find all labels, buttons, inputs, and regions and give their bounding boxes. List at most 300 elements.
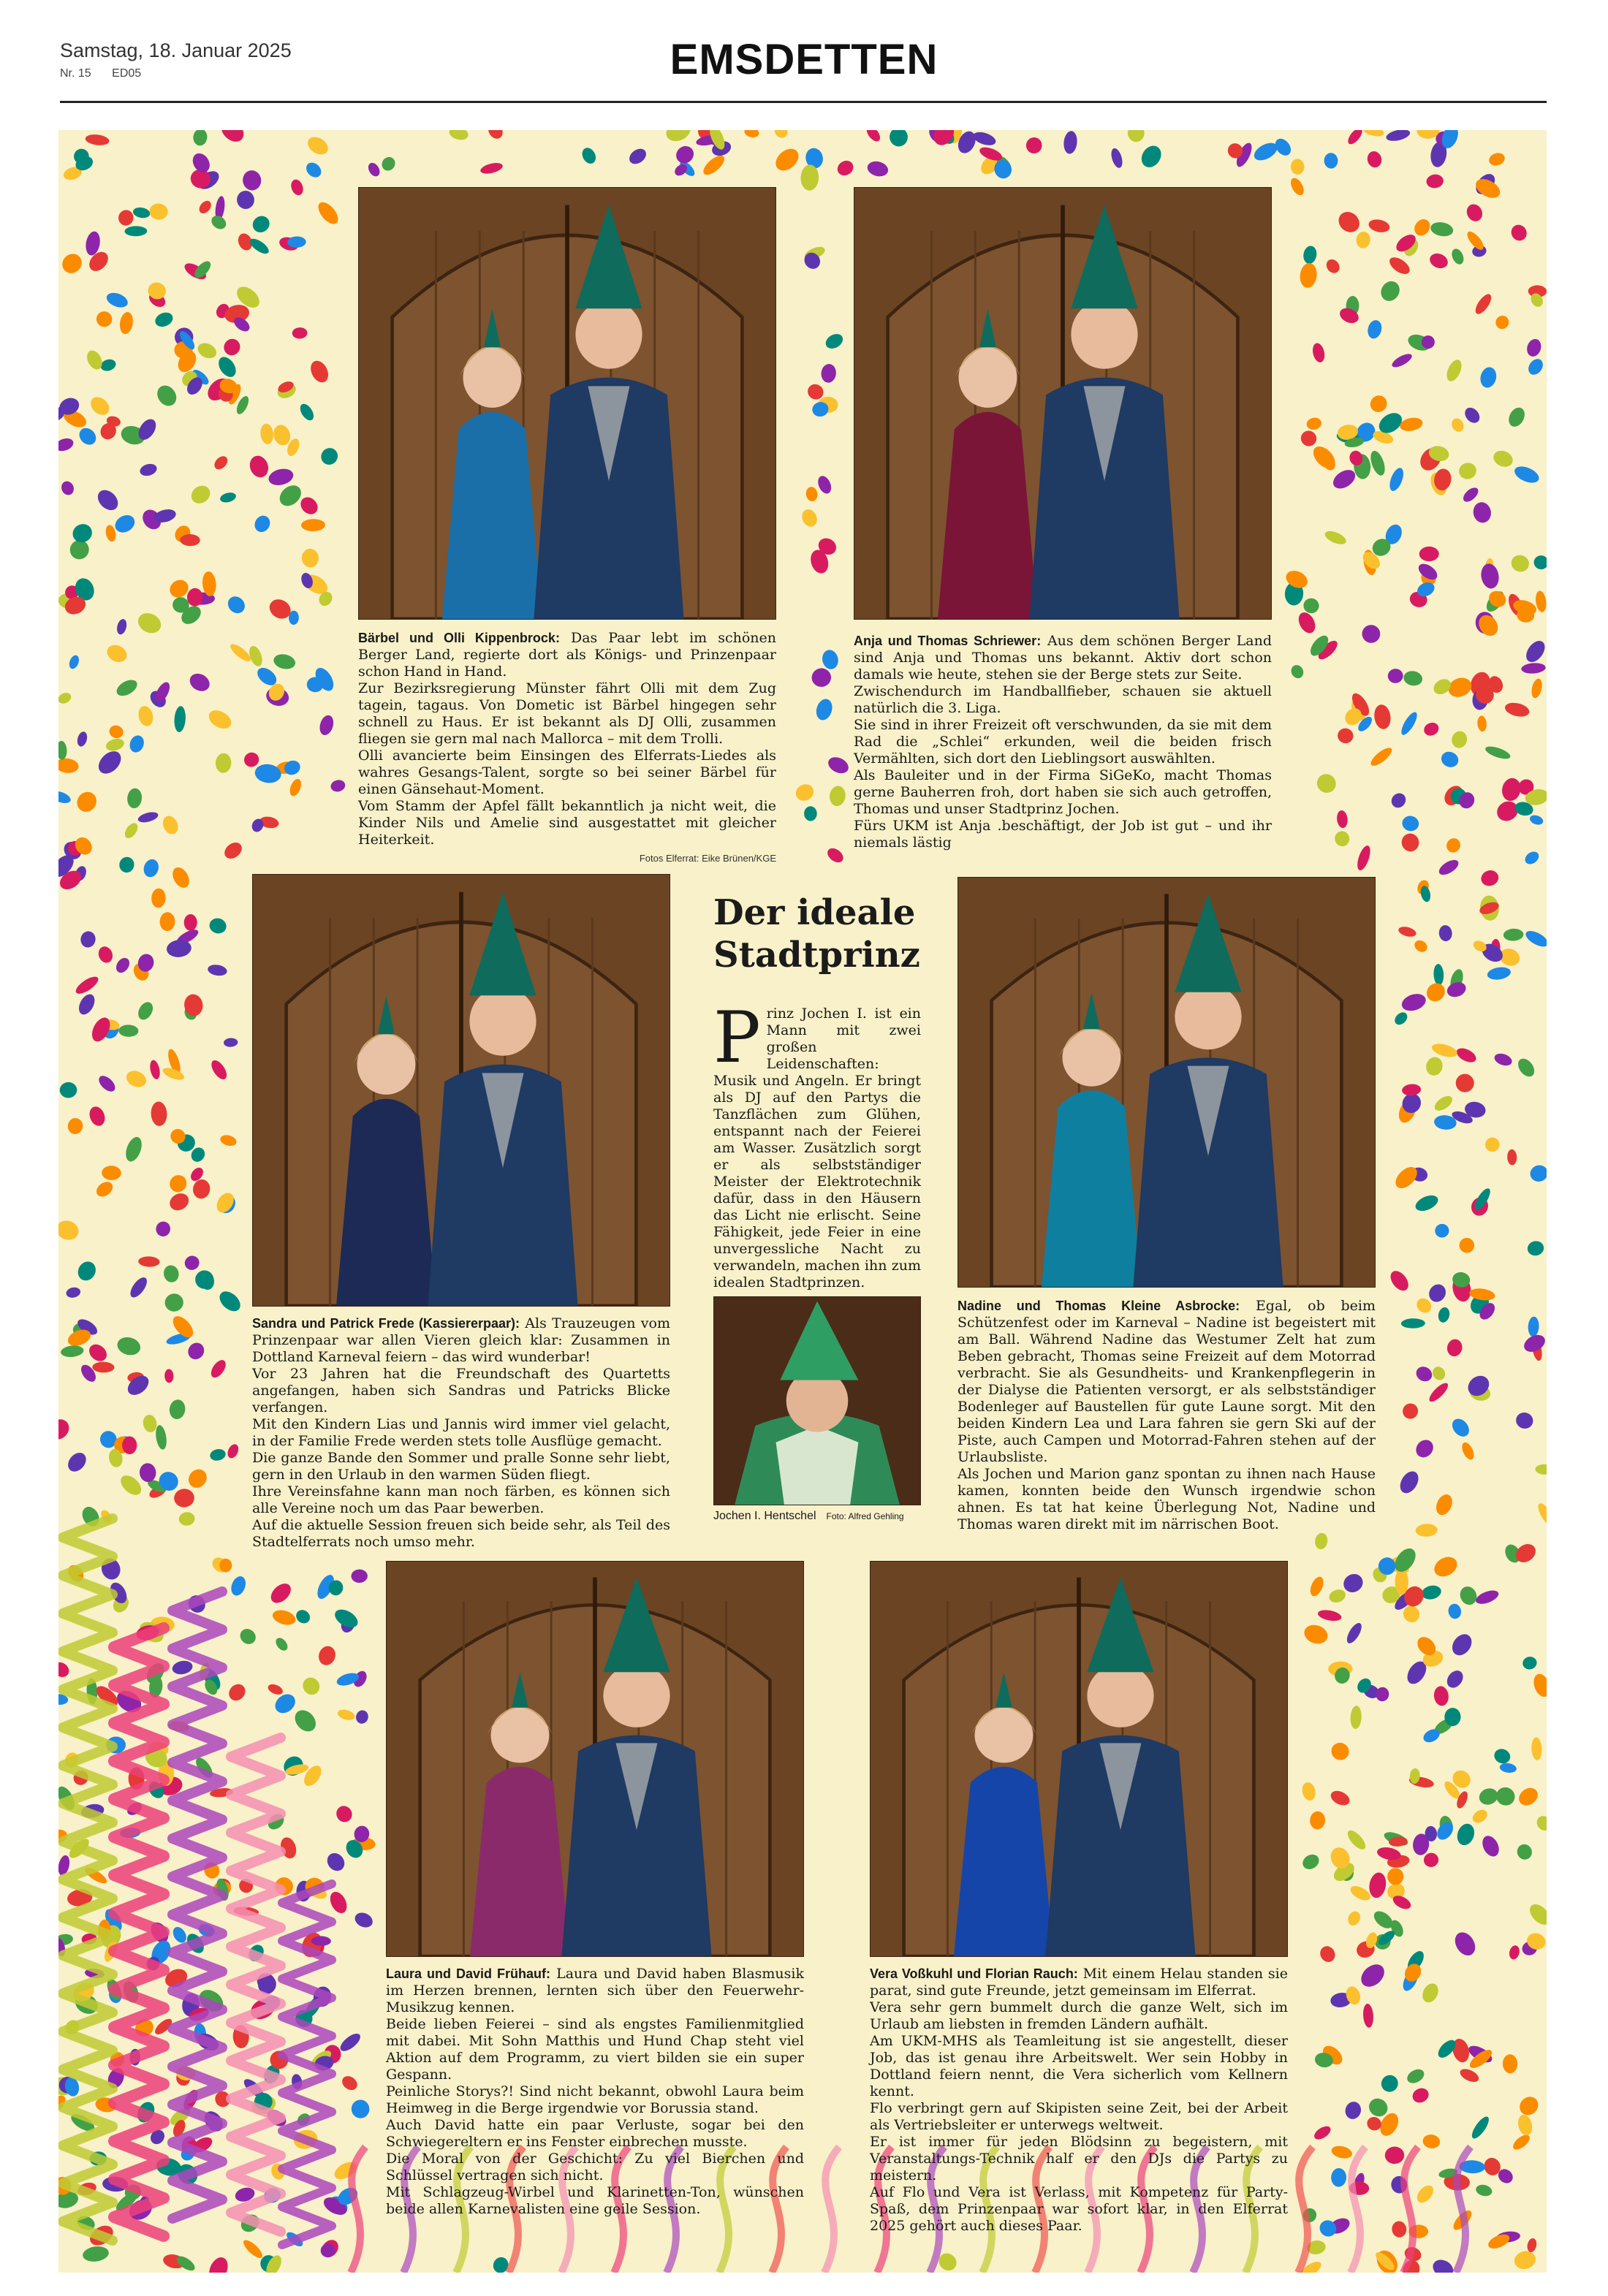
confetti-piece — [259, 423, 274, 445]
confetti-piece — [288, 778, 303, 798]
confetti-piece — [772, 130, 790, 140]
confetti-piece — [317, 714, 335, 737]
confetti-piece — [1025, 136, 1044, 155]
confetti-piece — [94, 486, 121, 514]
confetti-piece — [1392, 1010, 1410, 1027]
confetti-piece — [138, 1256, 160, 1267]
caption-paragraph: Aus dem schönen Berger Land sind Anja und Thomas uns bekannt. Aktiv dort schon damals wie heute, stehen sie der Berge stets zur Seite. — [854, 633, 1273, 683]
confetti-piece — [1431, 1553, 1461, 1581]
confetti-piece — [294, 1607, 313, 1626]
confetti-piece — [1526, 1901, 1547, 1928]
confetti-piece — [826, 754, 852, 777]
confetti-piece — [580, 145, 599, 166]
confetti-piece — [58, 1218, 81, 1243]
caption-paragraph: Auch David hatte ein paar Verluste, sogar bei den Schwiegereltern er ins Fenster einbrechen musste. — [386, 2117, 804, 2150]
caption-paragraph: Auf die aktuelle Session freuen sich beide sehr, als Teil des Stadtelferrats noch umso mehr. — [252, 1517, 670, 1550]
confetti-piece — [1430, 1041, 1459, 1060]
confetti-piece — [1430, 1364, 1448, 1383]
confetti-piece — [236, 190, 255, 210]
confetti-piece — [1344, 1621, 1365, 1646]
confetti-piece — [772, 145, 803, 175]
confetti-piece — [118, 856, 135, 874]
confetti-piece — [1305, 417, 1322, 431]
confetti-piece — [226, 1681, 249, 1704]
confetti-piece — [1313, 770, 1340, 797]
article-text: rinz Jochen I. ist ein Mann mit zwei großen Leidenschaften: Musik und Angeln. Er bringt als DJ auf den Partys die Tanzflächen zum Glühen, entspannt nach der Feierei am Wasser. Zusätzlich sorgt er als selbstständiger Meister der Elektrotechnik dafür, dass in den Häusern das Licht nie erlischt. Seine Fähigkeit, jede Feier in eine unvergessliche Nacht zu verwandeln, machen ihn zum idealen Stadtprinzen. — [713, 1006, 921, 1290]
confetti-piece — [1422, 2133, 1441, 2149]
confetti-piece — [1415, 1524, 1438, 1537]
confetti-piece — [1479, 868, 1501, 888]
confetti-piece — [117, 208, 135, 227]
confetti-piece — [105, 737, 126, 753]
confetti-piece — [1493, 1784, 1517, 1809]
confetti-piece — [1368, 449, 1388, 477]
caption-names: Vera Voßkuhl und Florian Rauch: — [870, 1966, 1078, 1981]
confetti-piece — [148, 1059, 162, 1080]
confetti-piece — [268, 1580, 295, 1607]
confetti-piece — [139, 462, 159, 478]
confetti-piece — [241, 2238, 265, 2261]
confetti-piece — [1446, 1338, 1464, 1358]
confetti-piece — [118, 311, 134, 335]
caption-kippenbrock — [358, 630, 776, 867]
confetti-piece — [151, 1101, 168, 1126]
caption-paragraph: Mit einem Helau standen sie parat, sind gute Freunde, jetzt gemeinsam im Elferrat. — [870, 1966, 1289, 1999]
confetti-piece — [118, 1025, 138, 1037]
streamer-ribbon — [351, 2147, 365, 2273]
caption-paragraph: Zwischendurch im Handballfieber, schauen sie aktuell natürlich die 3. Liga. — [854, 683, 1272, 716]
confetti-piece — [1528, 813, 1544, 826]
confetti-piece — [351, 2099, 369, 2118]
confetti-piece — [241, 750, 261, 769]
confetti-piece — [301, 548, 319, 568]
woman-face — [491, 1708, 550, 1763]
headline-line-2: Stadtprinz — [713, 935, 920, 976]
confetti-piece — [1314, 1532, 1329, 1551]
caption-paragraph: Das Paar lebt im schönen Berger Land, regierte dort als Königs- und Prinzenpaar schon Hand in Hand. — [358, 630, 776, 680]
issue-number: Nr. 15 — [60, 67, 91, 80]
confetti-piece — [1378, 2072, 1401, 2095]
portrait-caption — [713, 1510, 921, 1523]
confetti-piece — [1317, 1944, 1338, 1965]
confetti-piece — [1438, 924, 1453, 941]
confetti-piece — [800, 507, 820, 529]
confetti-piece — [67, 1117, 84, 1135]
confetti-piece — [180, 534, 200, 547]
caption-paragraph: Sie sind in ihrer Freizeit oft verschwunden, da sie mit dem Rad die „Schlei“ erkunden, weil die beiden frisch Vermählten, sich dort den Lieblingsort auswählten. — [854, 717, 1272, 767]
confetti-piece — [1397, 925, 1417, 938]
caption-names: Nadine und Thomas Kleine Asbrocke: — [957, 1299, 1240, 1313]
confetti-piece — [182, 1253, 202, 1272]
confetti-piece — [1309, 442, 1339, 472]
confetti-piece — [137, 810, 159, 824]
confetti-piece — [1514, 1410, 1535, 1430]
confetti-piece — [1110, 147, 1125, 169]
confetti-piece — [1522, 849, 1541, 867]
streamer-coil — [114, 1628, 164, 2236]
confetti-piece — [1412, 938, 1429, 954]
confetti-piece — [1389, 791, 1408, 811]
confetti-piece — [1336, 810, 1349, 829]
woman-face — [975, 1708, 1034, 1763]
confetti-piece — [107, 723, 125, 740]
confetti-piece — [102, 1166, 121, 1181]
confetti-piece — [215, 354, 239, 380]
confetti-piece — [168, 1399, 186, 1421]
confetti-piece — [1491, 448, 1515, 470]
confetti-piece — [162, 1264, 181, 1284]
confetti-piece — [1503, 701, 1531, 719]
confetti-piece — [1427, 251, 1450, 270]
confetti-piece — [291, 1706, 320, 1736]
confetti-piece — [1449, 1630, 1476, 1659]
confetti-piece — [1330, 2144, 1354, 2160]
confetti-piece — [96, 1073, 118, 1094]
confetti-piece — [69, 521, 95, 546]
woman-face — [959, 347, 1017, 408]
confetti-piece — [249, 213, 273, 235]
confetti-piece — [1509, 222, 1530, 244]
confetti-piece — [58, 1415, 73, 1444]
confetti-piece — [154, 1424, 168, 1451]
confetti-piece — [185, 1339, 208, 1362]
confetti-piece — [1528, 1316, 1539, 1337]
confetti-piece — [700, 152, 727, 178]
caption-paragraph: Zur Bezirksregierung Münster fährt Olli mit dem Zug tagein, tagaus. Von Dometic ist Bärbel hingegen sehr schnell zu Haus. Er ist bekannt als DJ Olli, zusammen fliegen sie gern mal nach Mallorca – mit dem Trolli. — [358, 680, 776, 747]
confetti-piece — [1368, 1871, 1388, 1899]
confetti-piece — [338, 2031, 363, 2054]
confetti-piece — [85, 133, 110, 146]
confetti-piece — [237, 1626, 259, 1647]
confetti-piece — [1425, 173, 1444, 189]
confetti-piece — [1413, 1193, 1440, 1214]
portrait-credit: Foto: Alfred Gehling — [826, 1511, 904, 1521]
confetti-piece — [1525, 337, 1543, 358]
caption-paragraph: Peinliche Storys?! Sind nicht bekannt, obwohl Laura beim Heimweg in die Berge irgendwie vor Borussia stand. — [386, 2083, 804, 2116]
caption-names: Laura und David Frühauf: — [386, 1966, 551, 1981]
caption-schriewer — [854, 633, 1272, 851]
confetti-piece — [305, 134, 331, 159]
confetti-piece — [820, 648, 840, 671]
confetti-piece — [448, 130, 470, 142]
confetti-piece — [1522, 1655, 1539, 1670]
confetti-piece — [272, 653, 296, 671]
confetti-piece — [1403, 669, 1424, 687]
confetti-piece — [276, 482, 305, 511]
caption-paragraph: Vor 23 Jahren hat die Freundschaft des Quartetts angefangen, haben sich Sandras und Patricks Blicke verfangen. — [252, 1366, 670, 1415]
confetti-piece — [1300, 1781, 1317, 1802]
confetti-piece — [1444, 1668, 1466, 1691]
confetti-piece — [307, 358, 331, 386]
confetti-piece — [825, 845, 846, 865]
confetti-piece — [820, 363, 837, 384]
confetti-piece — [113, 955, 132, 975]
confetti-piece — [112, 512, 137, 536]
confetti-piece — [1317, 1608, 1343, 1623]
confetti-piece — [73, 973, 101, 997]
couple-photo-kippenbrock — [358, 187, 776, 620]
article-body — [713, 997, 921, 1291]
confetti-piece — [1387, 1868, 1404, 1885]
confetti-piece — [1387, 668, 1404, 684]
confetti-piece — [82, 2245, 110, 2263]
confetti-piece — [1355, 231, 1371, 249]
confetti-piece — [1424, 1055, 1444, 1078]
confetti-piece — [1430, 2257, 1456, 2273]
caption-paragraph: Fürs UKM ist Anja .beschäftigt, der Job ist gut – und ihr niemals lästig — [854, 818, 1272, 851]
confetti-piece — [153, 381, 181, 409]
confetti-piece — [76, 992, 98, 1017]
caption-paragraph: Als Jochen und Marion ganz spontan zu ihnen nach Hause kamen, konnten beide den Wunsch irgendwie schon ahnen. Es tat hat keine Überlegung Not, Nadine und Thomas waren direkt mit im närrischen Boot. — [957, 1466, 1376, 1532]
confetti-piece — [1400, 1400, 1422, 1422]
confetti-piece — [1458, 2067, 1481, 2085]
confetti-piece — [67, 654, 80, 670]
confetti-piece — [1328, 1740, 1352, 1763]
couple-photo-kleine-asbrocke — [957, 877, 1376, 1288]
confetti-piece — [1422, 1852, 1440, 1869]
article-headline — [713, 892, 933, 976]
confetti-piece — [217, 130, 248, 146]
man-face — [575, 300, 642, 368]
confetti-piece — [58, 436, 75, 453]
confetti-piece — [191, 1178, 212, 1200]
caption-paragraph: Mit den Kindern Lias und Jannis wird immer viel gelacht, in der Familie Frede werden stets tolle Ausflüge gemacht. — [252, 1416, 670, 1449]
confetti-piece — [354, 1708, 370, 1725]
confetti-piece — [164, 1292, 185, 1312]
confetti-piece — [626, 145, 649, 167]
confetti-piece — [800, 164, 819, 191]
confetti-piece — [1413, 1437, 1437, 1461]
confetti-piece — [1471, 501, 1493, 524]
prince-portrait-photo — [713, 1296, 921, 1505]
confetti-piece — [1426, 1281, 1449, 1305]
confetti-piece — [1398, 710, 1419, 737]
confetti-piece — [94, 747, 125, 778]
confetti-piece — [1482, 1135, 1503, 1155]
confetti-piece — [379, 154, 398, 173]
confetti-piece — [1455, 1046, 1479, 1065]
confetti-piece — [289, 178, 305, 197]
confetti-piece — [1479, 562, 1501, 590]
confetti-piece — [215, 753, 232, 773]
caption-frede — [252, 1315, 670, 1551]
confetti-piece — [86, 1341, 110, 1364]
confetti-piece — [1509, 552, 1531, 574]
confetti-piece — [76, 731, 89, 748]
confetti-piece — [971, 130, 997, 148]
caption-paragraph: Egal, ob beim Schützenfest oder im Karneval – Nadine ist begeistert mit am Ball. Während Nadine das Westumer Zelt hat zum Beben gebracht, Thomas seine Freizeit auf dem Motorrad verbracht. Sie als Gesundheits- und Krankenpflegerin in der Dialyse die Patienten versorgt, er als selbstständiger Bodenleger auf Baustellen für gute Laune sorgt. Mit den beiden Kindern Lea und Lara fahren sie gern Ski auf der Piste, auch Campen und Motorrad-Fahren stehen auf der Urlaubsliste. — [957, 1298, 1376, 1465]
confetti-piece — [60, 1345, 84, 1358]
confetti-piece — [352, 1910, 375, 1931]
confetti-piece — [224, 593, 248, 617]
confetti-piece — [1531, 1737, 1543, 1760]
confetti-piece — [79, 930, 96, 949]
confetti-piece — [1387, 254, 1413, 278]
confetti-piece — [87, 1104, 107, 1128]
caption-paragraph: Er ist immer für jeden Blödsinn zu begeistern, mit Veranstaltungs-Technik half er den DJs die Partys zu meistern. — [870, 2134, 1288, 2183]
confetti-piece — [1516, 2113, 1533, 2137]
confetti-piece — [1346, 130, 1365, 147]
confetti-piece — [1526, 1239, 1545, 1257]
confetti-piece — [216, 1288, 244, 1315]
confetti-piece — [1329, 1788, 1352, 1808]
confetti-piece — [1511, 2132, 1533, 2153]
confetti-piece — [271, 1608, 297, 1627]
confetti-piece — [153, 310, 175, 330]
confetti-piece — [1311, 342, 1327, 364]
confetti-piece — [142, 1413, 159, 1433]
confetti-piece — [1365, 150, 1383, 170]
confetti-piece — [1516, 2093, 1542, 2118]
confetti-piece — [58, 788, 72, 805]
confetti-piece — [134, 609, 164, 637]
confetti-piece — [167, 1190, 191, 1214]
confetti-piece — [105, 290, 130, 310]
confetti-piece — [1492, 1746, 1512, 1766]
confetti-piece — [1362, 2004, 1374, 2029]
confetti-piece — [1461, 485, 1481, 505]
confetti-piece — [336, 1708, 356, 1722]
caption-paragraph: Als Trauzeugen vom Prinzenpaar war allen Vieren gleich klar: Zusammen in Dottland Karneval feiern – das wird wunderbar! — [252, 1315, 670, 1365]
confetti-piece — [1456, 1235, 1477, 1256]
confetti-piece — [1391, 2220, 1407, 2238]
confetti-piece — [96, 944, 115, 965]
confetti-piece — [1387, 1268, 1412, 1294]
confetti-piece — [65, 1286, 81, 1299]
confetti-piece — [59, 1082, 77, 1098]
confetti-piece — [828, 785, 846, 807]
confetti-piece — [314, 199, 341, 227]
confetti-piece — [95, 311, 113, 328]
confetti-piece — [1366, 319, 1384, 340]
confetti-piece — [1390, 351, 1414, 370]
caption-names: Anja und Thomas Schriewer: — [854, 634, 1042, 648]
confetti-piece — [105, 524, 117, 542]
confetti-piece — [58, 691, 73, 705]
confetti-piece — [132, 206, 151, 219]
confetti-piece — [1349, 1883, 1373, 1903]
streamer-ribbon — [824, 2147, 839, 2273]
confetti-piece — [124, 226, 147, 236]
confetti-piece — [1521, 662, 1546, 674]
confetti-piece — [58, 250, 86, 277]
confetti-piece — [142, 857, 161, 879]
confetti-piece — [1384, 2146, 1405, 2164]
confetti-piece — [1479, 365, 1498, 389]
confetti-piece — [1533, 555, 1547, 570]
confetti-piece — [139, 1462, 157, 1483]
couple-photo-frede — [252, 874, 670, 1307]
man-face — [1087, 1664, 1153, 1727]
confetti-piece — [124, 1068, 148, 1090]
confetti-piece — [297, 494, 322, 518]
confetti-piece — [1470, 1807, 1490, 1825]
confetti-piece — [1330, 466, 1358, 493]
caption-vosskuhl-rauch — [870, 1966, 1288, 2235]
confetti-piece — [1298, 427, 1319, 449]
confetti-piece — [1288, 176, 1306, 197]
confetti-piece — [1324, 256, 1342, 275]
confetti-piece — [805, 486, 819, 502]
caption-names: Sandra und Patrick Frede (Kassiererpaar): — [252, 1316, 520, 1331]
confetti-piece — [1475, 2183, 1493, 2198]
confetti-piece — [1333, 829, 1351, 848]
confetti-piece — [209, 1448, 227, 1462]
confetti-piece — [1414, 2183, 1436, 2206]
caption-paragraph: Beide lieben Feierei – sind als engstes Familienmitglied mit dabei. Mit Sohn Matthis und Hund Chap steht viel Aktion auf dem Programm, zu viert bilden sie ein super Gespann. — [386, 2016, 804, 2083]
header-divider — [60, 101, 1547, 103]
confetti-piece — [241, 169, 262, 191]
confetti-piece — [1436, 857, 1460, 878]
confetti-piece — [811, 667, 833, 688]
confetti-piece — [351, 1569, 368, 1583]
confetti-piece — [1515, 1784, 1541, 1809]
article-dropcap: P — [713, 997, 761, 1079]
confetti-piece — [219, 491, 238, 504]
confetti-piece — [823, 331, 846, 351]
confetti-piece — [1419, 1981, 1441, 2005]
confetti-piece — [137, 704, 155, 728]
confetti-piece — [1523, 928, 1547, 950]
confetti-piece — [229, 1574, 249, 1597]
confetti-piece — [1487, 965, 1512, 981]
confetti-piece — [186, 670, 213, 694]
confetti-piece — [1503, 2054, 1518, 2073]
confetti-piece — [145, 280, 167, 301]
confetti-piece — [1506, 405, 1528, 430]
confetti-piece — [1473, 292, 1495, 316]
confetti-piece — [1400, 991, 1428, 1014]
confetti-piece — [1433, 1685, 1449, 1706]
confetti-piece — [247, 453, 272, 480]
couple-photo-vosskuhl-rauch — [870, 1561, 1288, 1957]
confetti-piece — [1493, 1052, 1513, 1068]
confetti-piece — [1289, 663, 1305, 680]
confetti-piece — [324, 1850, 348, 1874]
confetti-piece — [743, 130, 759, 139]
confetti-piece — [485, 130, 506, 141]
confetti-piece — [1434, 1223, 1450, 1239]
confetti-piece — [1433, 964, 1444, 986]
confetti-piece — [59, 479, 76, 497]
caption-names: Bärbel und Olli Kippenbrock: — [358, 631, 560, 645]
confetti-piece — [1452, 1071, 1476, 1095]
confetti-piece — [1399, 416, 1424, 433]
confetti-piece — [1528, 1163, 1547, 1184]
confetti-piece — [1302, 245, 1318, 265]
confetti-piece — [1127, 130, 1145, 142]
man-face — [1175, 984, 1241, 1050]
confetti-piece — [1368, 745, 1395, 769]
confetti-piece — [251, 513, 273, 535]
headline-line-1: Der ideale — [713, 892, 916, 933]
confetti-piece — [1373, 704, 1392, 731]
confetti-piece — [1512, 463, 1541, 486]
confetti-piece — [1343, 2099, 1363, 2121]
confetti-piece — [267, 1682, 284, 1697]
confetti-piece — [224, 1038, 238, 1048]
confetti-piece — [1419, 547, 1439, 562]
confetti-piece — [1323, 528, 1348, 547]
confetti-piece — [1377, 278, 1403, 305]
caption-paragraph: Laura und David haben Blasmusik im Herzen brennen, lernten sich über den Feuerwehr-Musikzug kennen. — [386, 1966, 804, 2015]
woman-face — [1063, 1029, 1121, 1086]
confetti-piece — [303, 160, 324, 180]
confetti-piece — [197, 199, 213, 216]
confetti-piece — [1437, 1306, 1451, 1323]
caption-fruehauf — [386, 1966, 804, 2218]
confetti-piece — [73, 788, 100, 816]
